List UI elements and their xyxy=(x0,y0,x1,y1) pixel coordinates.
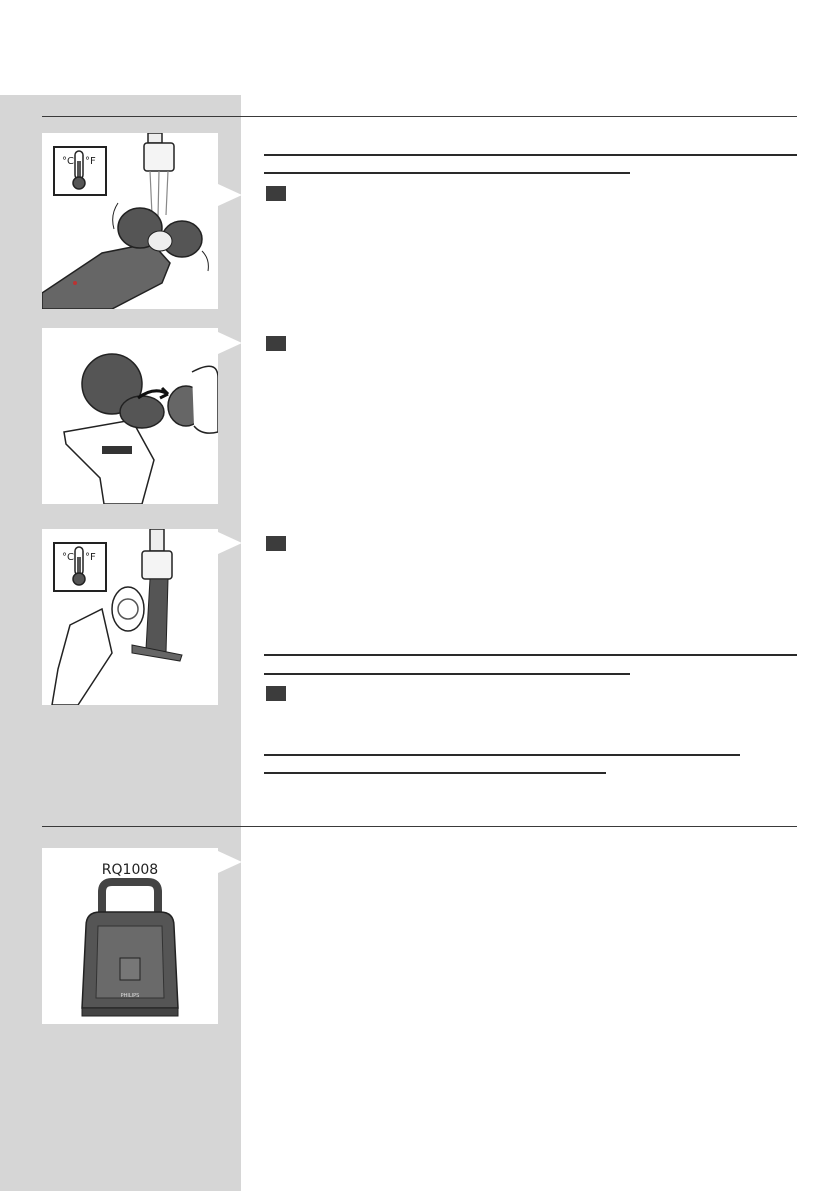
figure-remove-cutters xyxy=(42,328,218,504)
figure-pointer xyxy=(218,184,242,206)
thermometer-icon xyxy=(54,543,106,591)
step-badge xyxy=(266,186,286,201)
section-divider-top xyxy=(42,116,797,117)
fahrenheit-label: °F xyxy=(85,552,96,563)
model-number: RQ1008 xyxy=(101,862,159,878)
celsius-label: °C xyxy=(62,156,74,167)
shaver-icon xyxy=(42,203,208,309)
thermometer-icon xyxy=(54,147,106,195)
celsius-label: °C xyxy=(62,552,74,563)
brand-label: PHILIPS xyxy=(120,993,140,999)
figure-pointer xyxy=(218,332,242,354)
figure-cleaning-unit xyxy=(42,848,218,1024)
figure-rinse-under-tap xyxy=(42,133,218,309)
text-line xyxy=(264,673,630,675)
tap-icon xyxy=(144,133,174,217)
text-line xyxy=(264,754,740,756)
figure-rinse-cutters xyxy=(42,529,218,705)
cleaning-unit-icon xyxy=(82,882,178,1016)
text-line xyxy=(264,154,797,156)
fahrenheit-label: °F xyxy=(85,156,96,167)
section-divider-bottom xyxy=(42,826,797,827)
arrow-icon xyxy=(138,388,168,398)
text-line xyxy=(264,172,630,174)
figure-pointer xyxy=(218,532,242,554)
shaver-icon xyxy=(64,354,164,504)
step-badge xyxy=(266,686,286,701)
text-line xyxy=(264,772,606,774)
tap-icon xyxy=(142,529,172,653)
cutter-icon xyxy=(168,366,218,433)
step-badge xyxy=(266,336,286,351)
step-badge xyxy=(266,536,286,551)
figure-pointer xyxy=(218,851,242,873)
text-line xyxy=(264,654,797,656)
